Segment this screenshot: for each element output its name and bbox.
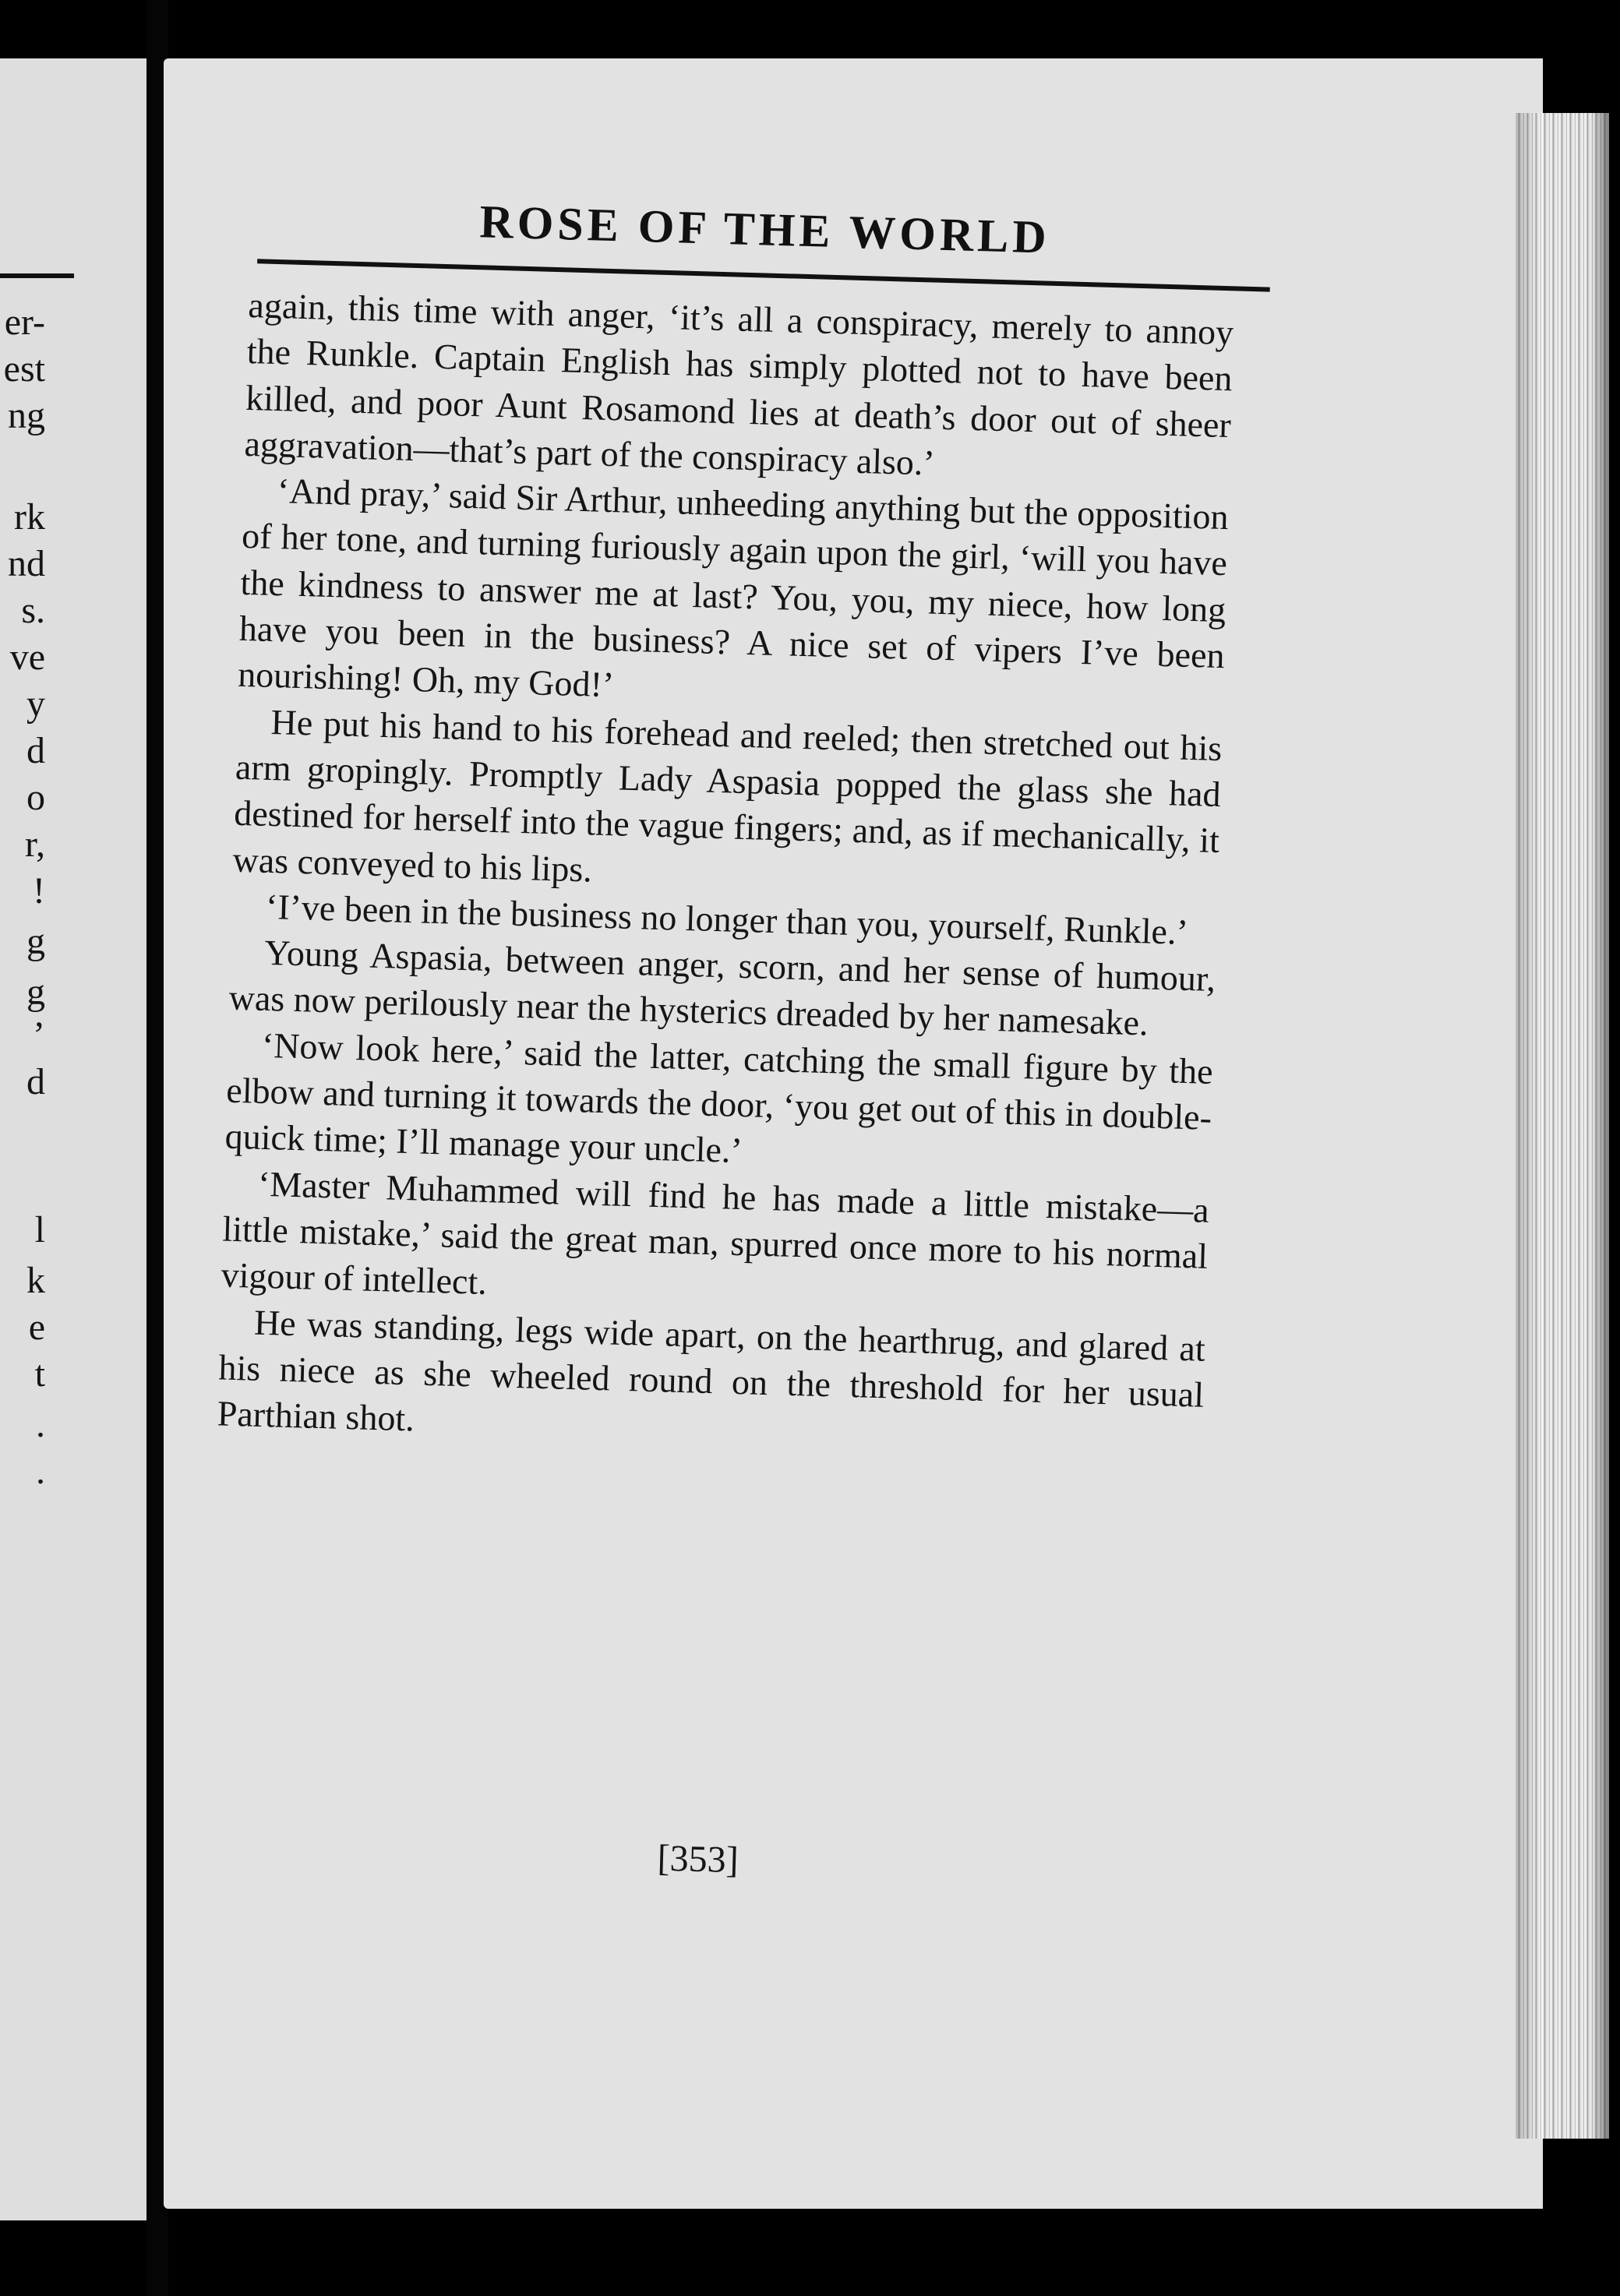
previous-page-fragment: d — [26, 1061, 45, 1102]
previous-page-fragment: r, — [24, 824, 45, 865]
previous-page-fragment: ’ — [33, 1014, 45, 1056]
book-page — [164, 58, 1543, 2209]
paragraph: He put his hand to his forehead and reeled; then stretched out his arm gropingly. Promptly Lady Aspasia popped the glass she had destined for herself into the vague fingers; and, as if mechanically, it was conveyed to his lips. — [232, 701, 1223, 890]
paragraph: ‘I’ve been in the business no longer than you, yourself, Runkle.’ — [265, 886, 1189, 952]
paragraph: ‘Master Muhammed will find he has made a little mistake—a little mistake,’ said the great man, spurred once more to his normal vigour of intellect. — [221, 1163, 1210, 1303]
previous-page-fragment: est — [3, 348, 45, 390]
previous-page-fragment: nd — [8, 543, 45, 584]
paragraph: ‘Now look here,’ said the latter, catching the small figure by the elbow and turning it towards the door, ‘you get out of this in double-quick time; I’ll manage your uncle.’ — [224, 1025, 1214, 1171]
page-edges-shadow — [1516, 113, 1609, 2139]
running-head: ROSE OF THE WORLD — [478, 196, 1051, 263]
previous-page-fragment: . — [36, 1451, 45, 1492]
previous-page-fragment: l — [34, 1209, 45, 1250]
previous-page-fragment: d — [26, 730, 45, 771]
previous-page-fragment: ng — [8, 395, 45, 436]
previous-page-fragment: e — [28, 1307, 45, 1348]
paragraph: He was standing, legs wide apart, on the hearthrug, and glared at his niece as she wheeled round on the threshold for her usual Parthian shot. — [217, 1302, 1206, 1439]
previous-page-fragment: k — [26, 1260, 45, 1301]
previous-page — [0, 58, 146, 2220]
previous-page-fragment: g — [26, 921, 45, 962]
previous-page-fragment: . — [36, 1404, 45, 1445]
previous-page-rule — [0, 273, 74, 278]
paragraph: again, this time with anger, ‘it’s all a conspiracy, merely to annoy the Runkle. Captain English has simply plotted not to have been killed, and poor Aunt Rosamond lies at death’s door out of sheer aggravation—that’s part of the conspiracy also.’ — [243, 284, 1234, 483]
previous-page-fragment: ! — [33, 870, 45, 912]
previous-page-fragment: o — [26, 777, 45, 818]
previous-page-fragment: s. — [21, 590, 45, 631]
previous-page-fragment: t — [34, 1353, 45, 1395]
page-number: [353] — [656, 1837, 739, 1882]
page-content — [197, 58, 1284, 2176]
body-text — [217, 282, 1234, 1464]
paragraph: Young Aspasia, between anger, scorn, and her sense of humour, was now perilously near the hysterics dreaded by her namesake. — [228, 933, 1216, 1044]
previous-page-fragment: ve — [9, 637, 45, 678]
previous-page-fragment: er- — [4, 302, 45, 343]
previous-page-fragment: y — [26, 683, 45, 725]
previous-page-fragment: g — [26, 972, 45, 1013]
previous-page-fragment: rk — [14, 496, 45, 538]
paragraph: ‘And pray,’ said Sir Arthur, unheeding anything but the opposition of her tone, and turning furiously again upon the girl, ‘will you have the kindness to answer me at last? You, you, my niece, how long have you been in the business? A nice set of vipers I’ve been nourishing! Oh, my God!’ — [237, 471, 1230, 705]
